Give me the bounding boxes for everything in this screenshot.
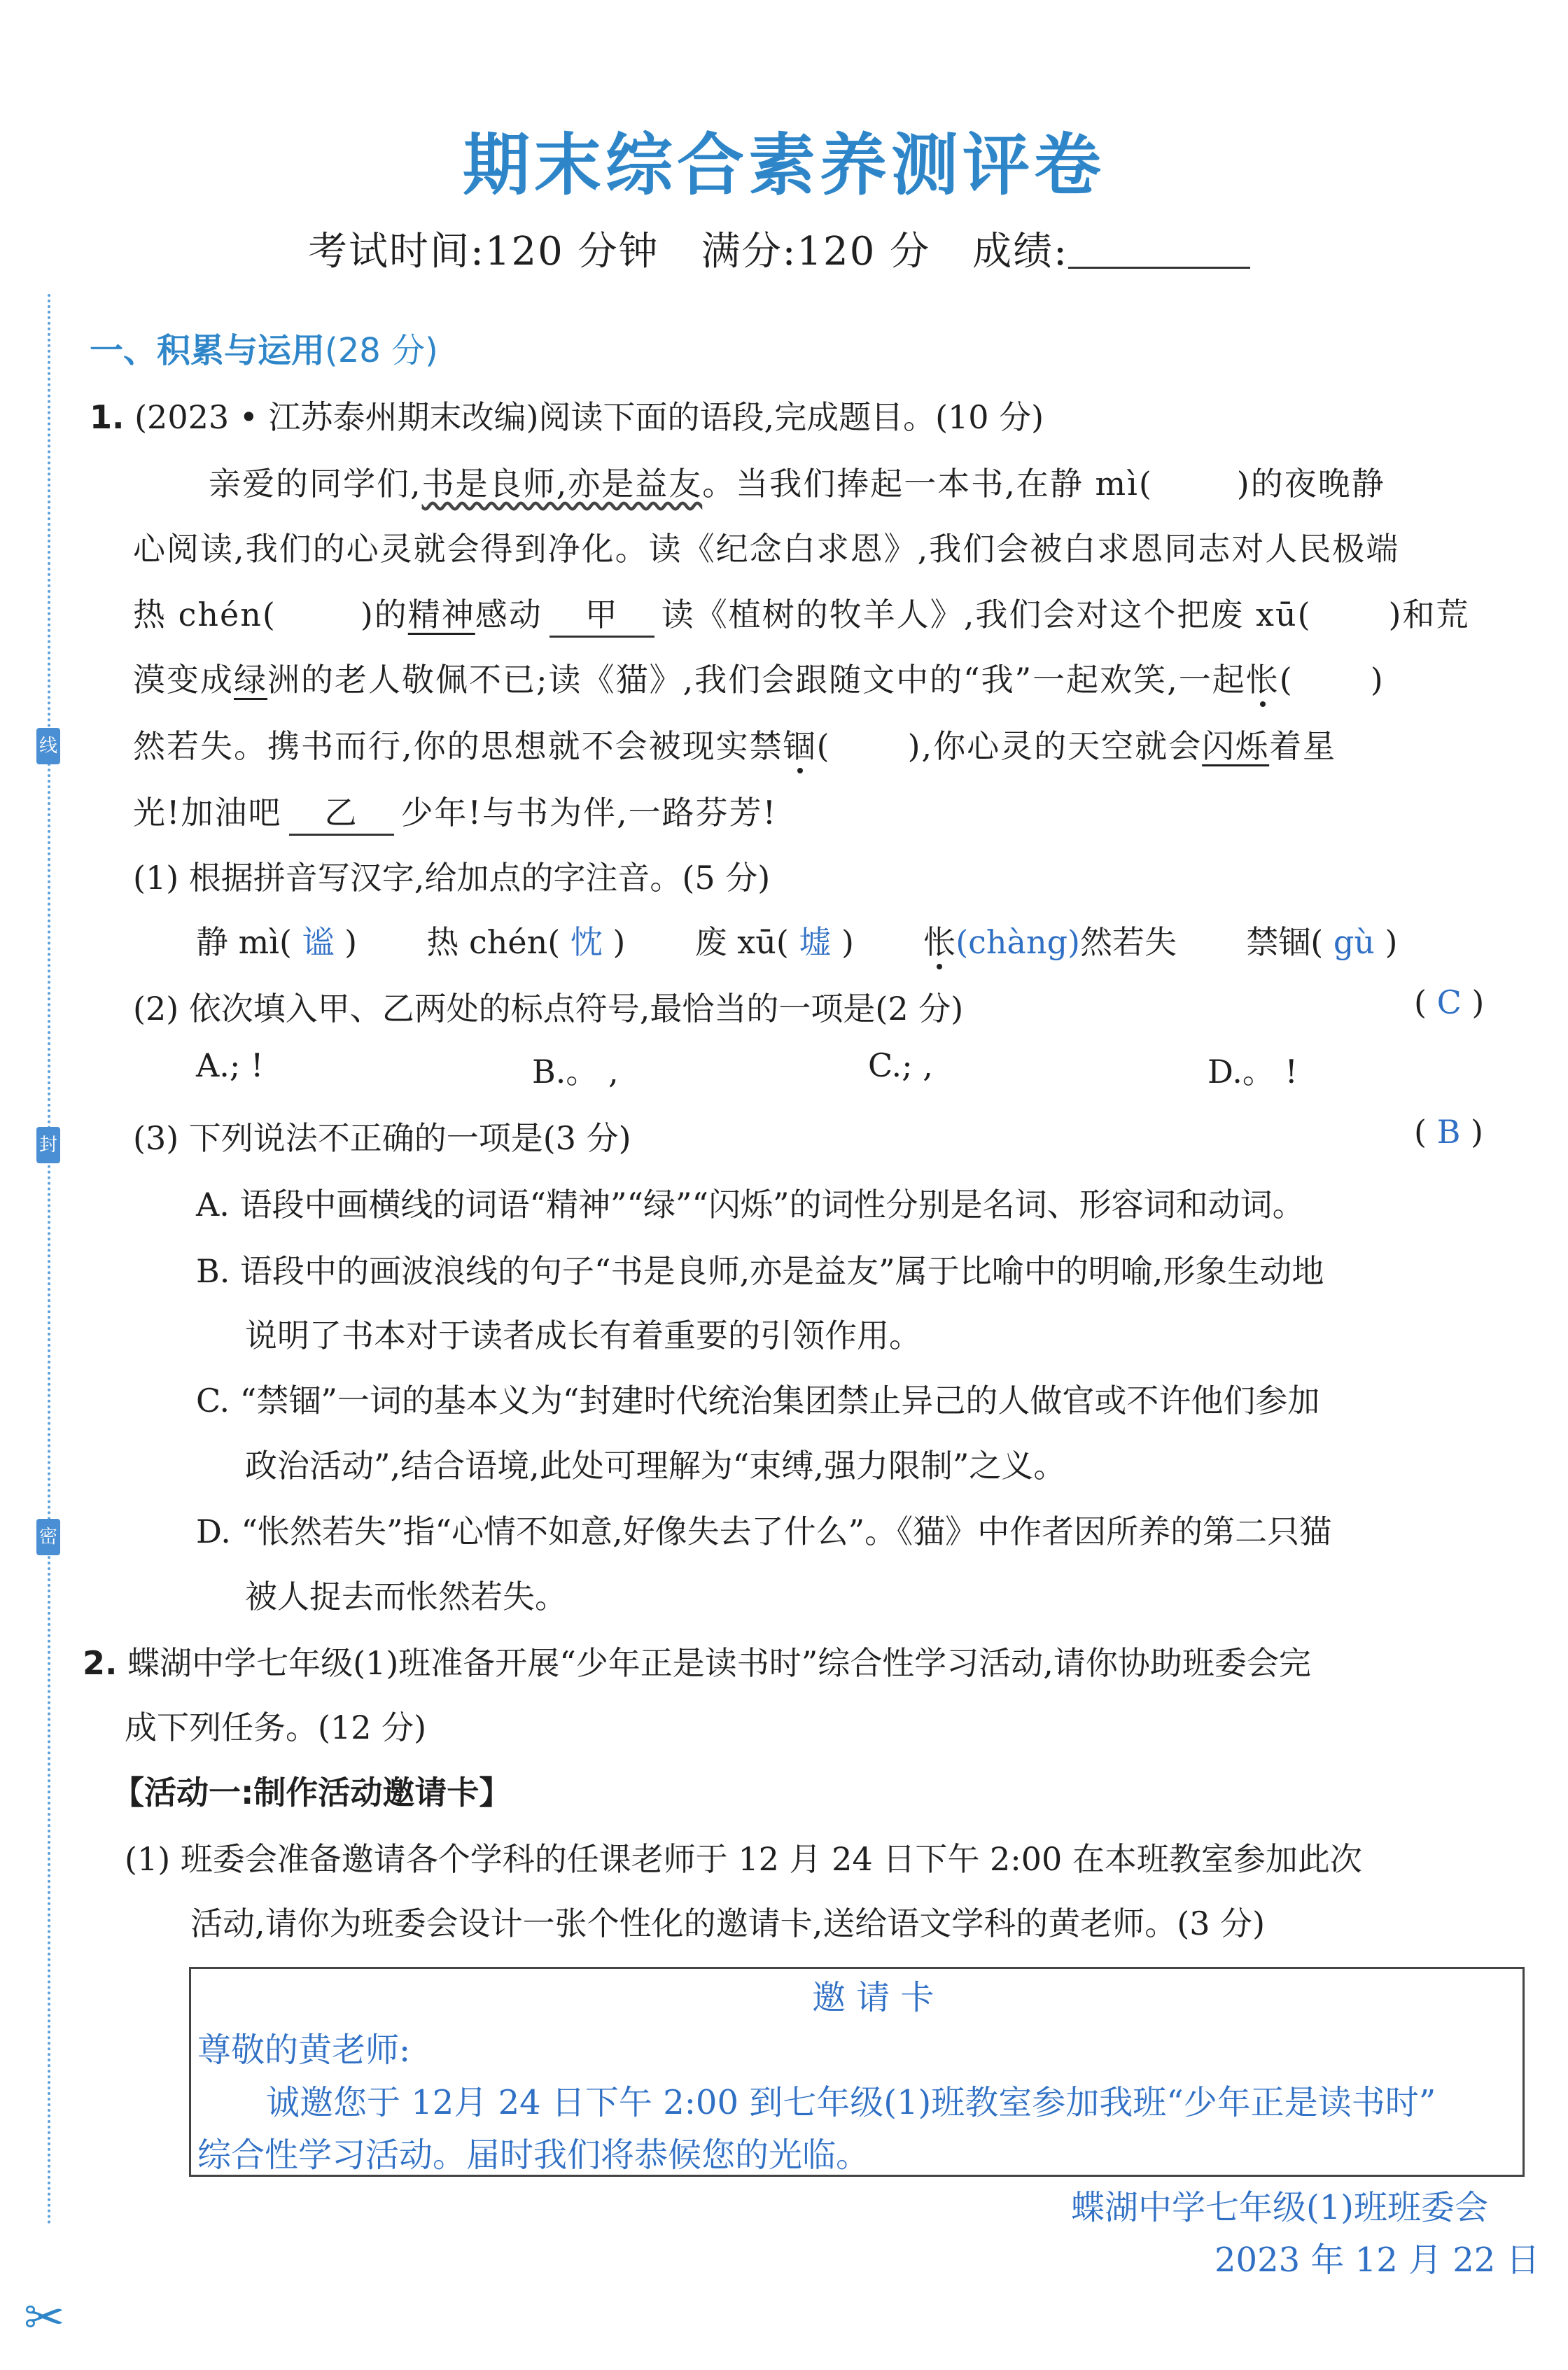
card-body-line1: 诚邀您于 12月 24 日下午 2:00 到七年级(1)班教室参加我班“少年正是读书时” <box>266 2083 1436 2122</box>
q1-para-line5: 然若失。携书而行,你的思想就不会被现实禁锢( ),你心灵的天空就会闪烁着星 <box>133 727 1337 765</box>
q2-stem-line1: 2. 蝶湖中学七年级(1)班准备开展“少年正是读书时”综合性学习活动,请你协助班委会完 <box>83 1644 1311 1682</box>
page-title: 期末综合素养测评卷 <box>463 126 1105 204</box>
q1-para-line4: 漠变成绿洲的老人敬佩不已;读《猫》,我们会跟随文中的“我”一起欢笑,一起怅( ) <box>133 661 1385 699</box>
wavy-sentence: 书是良师,亦是益友 <box>421 465 703 503</box>
answer-item-chang: 怅(chàng)然若失 <box>923 923 1177 961</box>
scissors-icon: ✂ <box>24 2289 65 2346</box>
q1-sub2-question: (2) 依次填入甲、乙两处的标点符号,最恰当的一项是(2 分) <box>133 990 964 1028</box>
exam-score-label: 成绩: <box>972 229 1068 274</box>
q1-sub2-option-a: A.; ! <box>196 1046 264 1084</box>
q2-stem-line2: 成下列任务。(12 分) <box>125 1709 427 1746</box>
q1-para-line1: 亲爱的同学们,书是良师,亦是益友。当我们捧起一本书,在静 mì( )的夜晚静 <box>209 465 1385 503</box>
q1-sub3-option-c-2: 政治活动”,结合语境,此处可理解为“束缚,强力限制”之义。 <box>245 1447 1066 1485</box>
section-score: (28 分) <box>325 331 438 370</box>
card-signature: 蝶湖中学七年级(1)班班委会 <box>1071 2188 1488 2227</box>
q1-stem <box>90 392 1044 438</box>
q1-sub2-option-b: B.。 , <box>532 1053 619 1091</box>
q1-sub1-answers <box>196 917 1397 963</box>
card-body-line2: 综合性学习活动。届时我们将恭候您的光临。 <box>197 2136 870 2175</box>
blank-jia[interactable]: 甲 <box>550 589 654 638</box>
q1-sub1-question: (1) 根据拼音写汉字,给加点的字注音。(5 分) <box>133 859 771 897</box>
card-greeting: 尊敬的黄老师: <box>197 2031 411 2070</box>
q1-sub3-question: (3) 下列说法不正确的一项是(3 分) <box>133 1119 631 1157</box>
underlined-word-jingshen: 精神 <box>407 596 475 633</box>
underlined-word-lv: 绿 <box>234 661 267 699</box>
exam-time: 考试时间:120 分钟 <box>308 229 659 274</box>
emphasis-bu-zhengque: 不正确 <box>317 1119 414 1157</box>
card-title: 邀 请 卡 <box>812 1978 934 2017</box>
q1-para-line6: 光!加油吧 乙 少年!与书为伴,一路芬芳! <box>133 787 777 836</box>
q1-sub3-option-b-2: 说明了书本对于读者成长有着重要的引领作用。 <box>245 1317 921 1354</box>
q2-sub1-line1: (1) 班委会准备邀请各个学科的任课老师于 12 月 24 日下午 2:00 在本班教室参加此次 <box>125 1840 1362 1878</box>
q2-sub1-line2: 活动,请你为班委会设计一张个性化的邀请卡,送给语文学科的黄老师。(3 分) <box>190 1905 1266 1942</box>
underlined-word-shanshuo: 闪烁 <box>1202 727 1270 765</box>
q1-sub2-answer: ( C ) <box>1414 983 1485 1021</box>
side-label-xian: 线 <box>36 728 60 764</box>
side-label-feng: 封 <box>36 1127 60 1163</box>
section-label: 一、积累与运用 <box>90 331 326 370</box>
activity1-header: 【活动一:制作活动邀请卡】 <box>112 1774 512 1811</box>
q1-sub3-option-a: A. 语段中画横线的词语“精神”“绿”“闪烁”的词性分别是名词、形容词和动词。 <box>196 1186 1305 1223</box>
q1-sub2-option-c: C.; , <box>868 1046 933 1084</box>
dotted-char-gu: 锢 <box>783 727 817 765</box>
section-header <box>90 323 438 372</box>
answer-item-chen: 热 chén( 忱 ) <box>426 923 626 961</box>
q1-para-line3: 热 chén( )的精神感动 甲 读《植树的牧羊人》,我们会对这个把废 xū( )和荒 <box>133 589 1469 638</box>
q1-number: 1. <box>90 398 125 436</box>
score-blank[interactable] <box>1068 233 1250 269</box>
answer-item-mi: 静 mì( 谧 ) <box>196 923 358 961</box>
q2-number: 2. <box>83 1644 118 1682</box>
exam-info <box>308 220 1250 276</box>
q1-sub3-option-b-1: B. 语段中的画波浪线的句子“书是良师,亦是益友”属于比喻中的明喻,形象生动地 <box>196 1252 1324 1290</box>
q1-stem-text: (2023 • 江苏泰州期末改编)阅读下面的语段,完成题目。(10 分) <box>134 398 1044 436</box>
dotted-char-chang: 怅 <box>1245 661 1280 699</box>
q1-sub3-option-d-2: 被人捉去而怅然若失。 <box>245 1578 567 1615</box>
q1-sub2-option-d: D.。 ! <box>1208 1053 1298 1091</box>
q1-sub3-option-d-1: D. “怅然若失”指“心情不如意,好像失去了什么”。《猫》中作者因所养的第二只猫 <box>196 1513 1332 1550</box>
q1-sub3-answer: ( B ) <box>1414 1113 1483 1151</box>
card-date: 2023 年 12 月 22 日 <box>1214 2241 1540 2280</box>
side-label-mi: 密 <box>36 1519 60 1555</box>
answer-item-gu: 禁锢( gù ) <box>1246 923 1398 961</box>
exam-full-score: 满分:120 分 <box>701 229 931 274</box>
q1-sub3-option-c-1: C. “禁锢”一词的基本义为“封建时代统治集团禁止异己的人做官或不许他们参加 <box>196 1382 1320 1419</box>
answer-item-xu: 废 xū( 墟 ) <box>694 923 854 961</box>
binding-dotted-line <box>48 294 50 2226</box>
q1-para-line2: 心阅读,我们的心灵就会得到净化。读《纪念白求恩》,我们会被白求恩同志对人民极端 <box>133 530 1400 568</box>
blank-yi[interactable]: 乙 <box>289 787 394 836</box>
